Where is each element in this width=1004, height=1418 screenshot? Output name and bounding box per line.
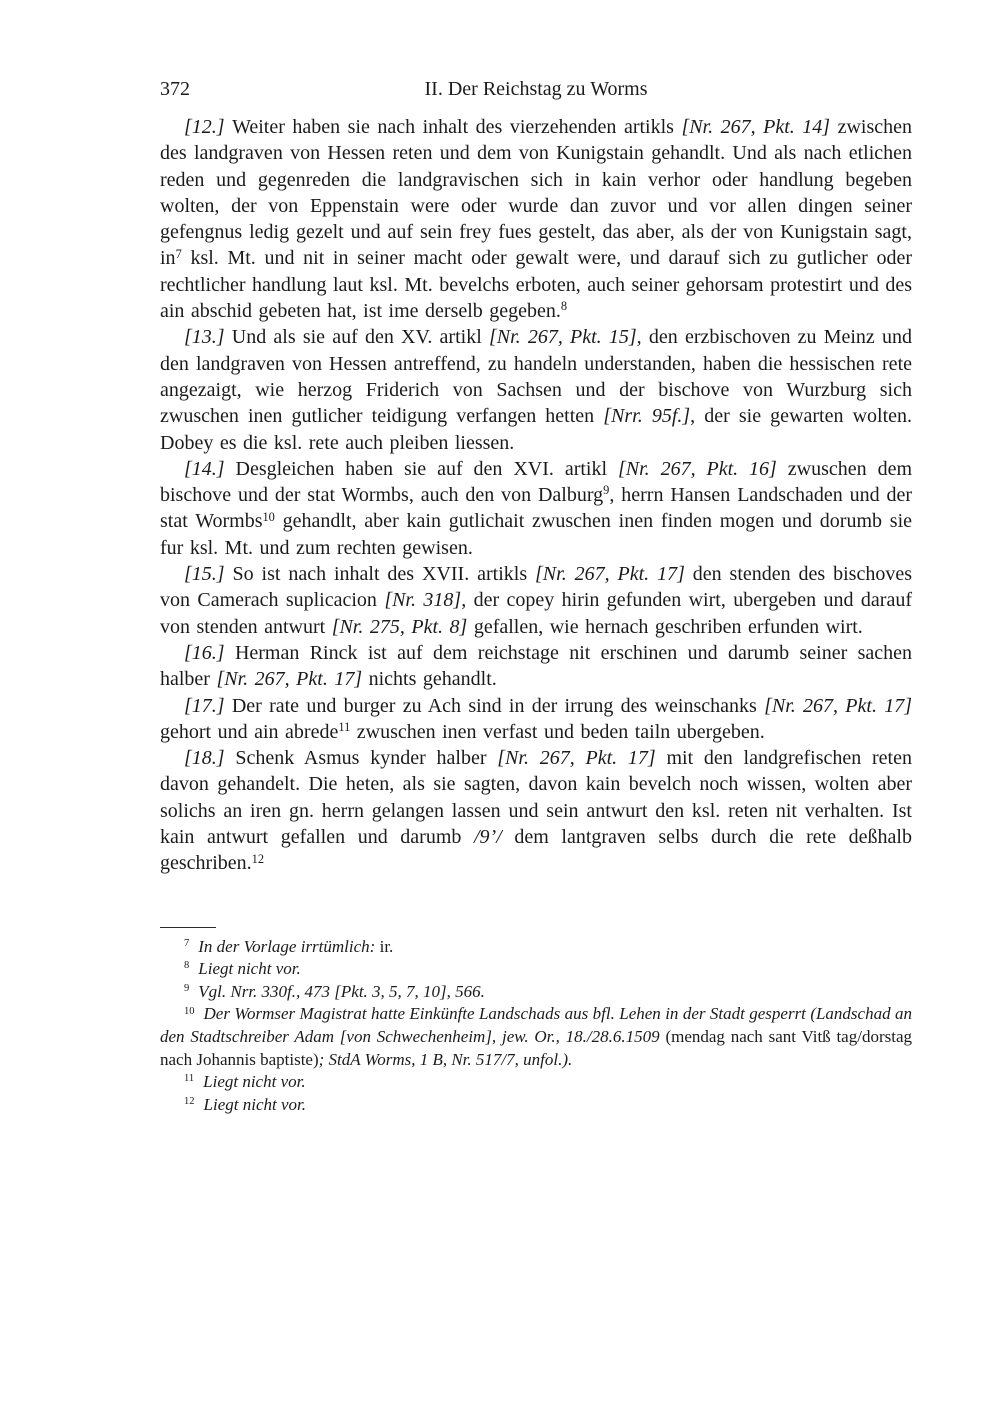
footnote bbox=[160, 1071, 912, 1094]
footnote-reference: 11 bbox=[338, 720, 351, 735]
running-header bbox=[160, 76, 912, 102]
text-run: Desgleichen haben sie auf den XVI. artikl bbox=[235, 457, 618, 480]
footnote-number: 9 bbox=[184, 983, 190, 994]
footnote bbox=[160, 981, 912, 1004]
italic-text-run: [Nr. 267, Pkt. 17] bbox=[216, 668, 363, 691]
italic-text-run: [Nr. 267, Pkt. 17] bbox=[535, 563, 685, 586]
text-run: mit den landgrefischen reten davon gehandelt. Die heten, als sie sagten, davon kain bevelch noch wissen, wolten aber solichs an iren gn. herrn gelangen lassen und sein antwurt den ksl. reten nit verhalten. Ist kain antwurt gefallen und darumb bbox=[160, 747, 912, 849]
footnote bbox=[160, 936, 912, 959]
italic-text-run: [17.] bbox=[184, 694, 232, 717]
text-run: dem lantgraven selbs durch die rete deßhalb geschriben. bbox=[160, 826, 912, 875]
text-run: Weiter haben sie nach inhalt des vierzehenden artikls bbox=[232, 116, 682, 138]
footnotes-section bbox=[160, 936, 912, 1117]
body-paragraph bbox=[160, 114, 912, 324]
italic-text-run: [18.] bbox=[184, 747, 236, 770]
italic-text-run: ; StdA Worms, 1 B, Nr. 517/7, unfol.). bbox=[318, 1049, 573, 1069]
italic-text-run: Vgl. Nrr. 330f., 473 [Pkt. 3, 5, 7, 10], 566. bbox=[198, 981, 485, 1001]
text-run: , der sie gewarten wolten. Dobey es die ksl. rete auch pleiben liessen. bbox=[160, 405, 912, 454]
text-run: zwuschen inen verfast und beden tailn ubergeben. bbox=[350, 720, 765, 743]
text-run: , herrn Hansen Landschaden und der stat Wormbs bbox=[160, 484, 912, 533]
text-run: So ist nach inhalt des XVII. artikls bbox=[232, 563, 536, 586]
text-run: Der rate und burger zu Ach sind in der irrung des weinschanks bbox=[231, 694, 765, 717]
italic-text-run: [Nr. 267, Pkt. 15], bbox=[488, 326, 642, 349]
footnote-number: 11 bbox=[184, 1073, 195, 1085]
italic-text-run: [14.] bbox=[184, 457, 236, 480]
italic-text-run: In der Vorlage irrtümlich: bbox=[198, 936, 376, 956]
italic-text-run: [Nr. 267, Pkt. 17] bbox=[764, 694, 912, 717]
footnote bbox=[160, 1003, 912, 1071]
body-paragraph bbox=[160, 745, 912, 876]
footnote-number: 8 bbox=[184, 960, 190, 972]
footnote-number: 12 bbox=[184, 1095, 195, 1107]
text-run: ir. bbox=[375, 936, 394, 956]
footnote bbox=[160, 1094, 912, 1117]
footnote-reference: 8 bbox=[560, 299, 568, 314]
italic-text-run: Der Wormser Magistrat hatte Einkünfte Landschads aus bfl. Lehen in der Stadt gesperrt (Landschad an den Stadtschreiber Adam [von Schwechenheim], jew. Or., 18./28.6.1509 bbox=[160, 1004, 912, 1046]
footnote-reference: 12 bbox=[251, 851, 265, 866]
text-run: gehandlt, aber kain gutlichait zwuschen inen finden mogen und dorumb sie fur ksl. Mt. und zum rechten gewisen. bbox=[160, 510, 913, 559]
page-number: 372 bbox=[160, 78, 190, 100]
text-run: gehort und ain abrede bbox=[160, 720, 339, 743]
body-paragraph bbox=[160, 693, 912, 746]
italic-text-run: [15.] bbox=[184, 563, 233, 586]
text-run: gefallen, wie hernach geschriben erfunden wirt. bbox=[467, 615, 863, 638]
italic-text-run: Liegt nicht vor. bbox=[203, 1094, 306, 1114]
text-run: (mendag nach sant Vitß tag/dorstag nach Johannis baptiste) bbox=[160, 1026, 912, 1069]
body-paragraph bbox=[160, 561, 912, 640]
footnote-reference: 10 bbox=[262, 509, 275, 524]
running-head-title: II. Der Reichstag zu Worms bbox=[424, 78, 648, 100]
text-run: nichts gehandlt. bbox=[362, 668, 497, 691]
italic-text-run: [16.] bbox=[184, 641, 235, 664]
text-run: Schenk Asmus kynder halber bbox=[235, 747, 498, 770]
italic-text-run: Liegt nicht vor. bbox=[203, 1072, 306, 1092]
italic-text-run: [Nr. 267, Pkt. 17] bbox=[497, 747, 656, 770]
text-run: zwuschen dem bischove und der stat Wormbs, auch den von Dalburg bbox=[160, 457, 912, 507]
footnote bbox=[160, 958, 912, 981]
italic-text-run: [Nr. 318] bbox=[384, 589, 462, 612]
text-run: den erzbischoven zu Meinz und den landgraven von Hessen antreffend, zu handeln understanden, haben die hessischen rete angezaigt, wie herzog Friderich von Sachsen und der bischove von Wurzburg sich zwuschen inen gutlicher teidigung verfangen hetten bbox=[160, 326, 913, 428]
text-run: zwischen des landgraven von Hessen reten und dem von Kunigstain gehandlt. Und als nach etlichen reden und gegenreden die landgravischen sich in kain verhor oder handlung begeben wolten, der von Eppenstain were oder wurde dan zuvor und vor allen dingen seiner gefengnus ledig gezelt und auf sein frey fues gestelt, das aber, als der von Kunigstain sagt, in bbox=[160, 116, 912, 270]
italic-text-run: Liegt nicht vor. bbox=[198, 959, 301, 979]
text-run: , der copey hirin gefunden wirt, ubergeben und darauf von stenden antwurt bbox=[160, 589, 912, 638]
italic-text-run: [Nr. 267, Pkt. 14] bbox=[681, 116, 831, 138]
text-run: Und als sie auf den XV. artikl bbox=[231, 326, 489, 349]
italic-text-run: [Nr. 275, Pkt. 8] bbox=[331, 615, 468, 638]
text-run: Herman Rinck ist auf dem reichstage nit erschinen und darumb seiner sachen halber bbox=[160, 641, 913, 691]
body-paragraph bbox=[160, 324, 912, 455]
footnote-reference: 7 bbox=[175, 246, 182, 261]
italic-text-run: [Nrr. 95f.] bbox=[603, 405, 691, 428]
footnote-number: 7 bbox=[184, 937, 190, 949]
italic-text-run: [13.] bbox=[184, 326, 232, 349]
italic-text-run: /9’/ bbox=[473, 826, 502, 849]
italic-text-run: [12.] bbox=[184, 116, 233, 138]
footnote-number: 10 bbox=[184, 1005, 195, 1017]
text-run: den stenden des bischoves von Camerach suplicacion bbox=[160, 563, 912, 612]
body-paragraph bbox=[160, 640, 912, 693]
body-paragraph bbox=[160, 456, 912, 561]
text-run: ksl. Mt. und nit in seiner macht oder gewalt were, und darauf sich zu gutlicher oder rechtlicher handlung laut ksl. Mt. bevelchs erboten, auch seiner gehorsam protestirt und des ain abschid gebeten hat, ist ime derselb gegeben. bbox=[160, 247, 912, 323]
italic-text-run: [Nr. 267, Pkt. 16] bbox=[617, 457, 777, 480]
main-text bbox=[160, 114, 912, 877]
footnote-reference: 9 bbox=[603, 483, 610, 498]
footnote-separator bbox=[160, 927, 216, 928]
